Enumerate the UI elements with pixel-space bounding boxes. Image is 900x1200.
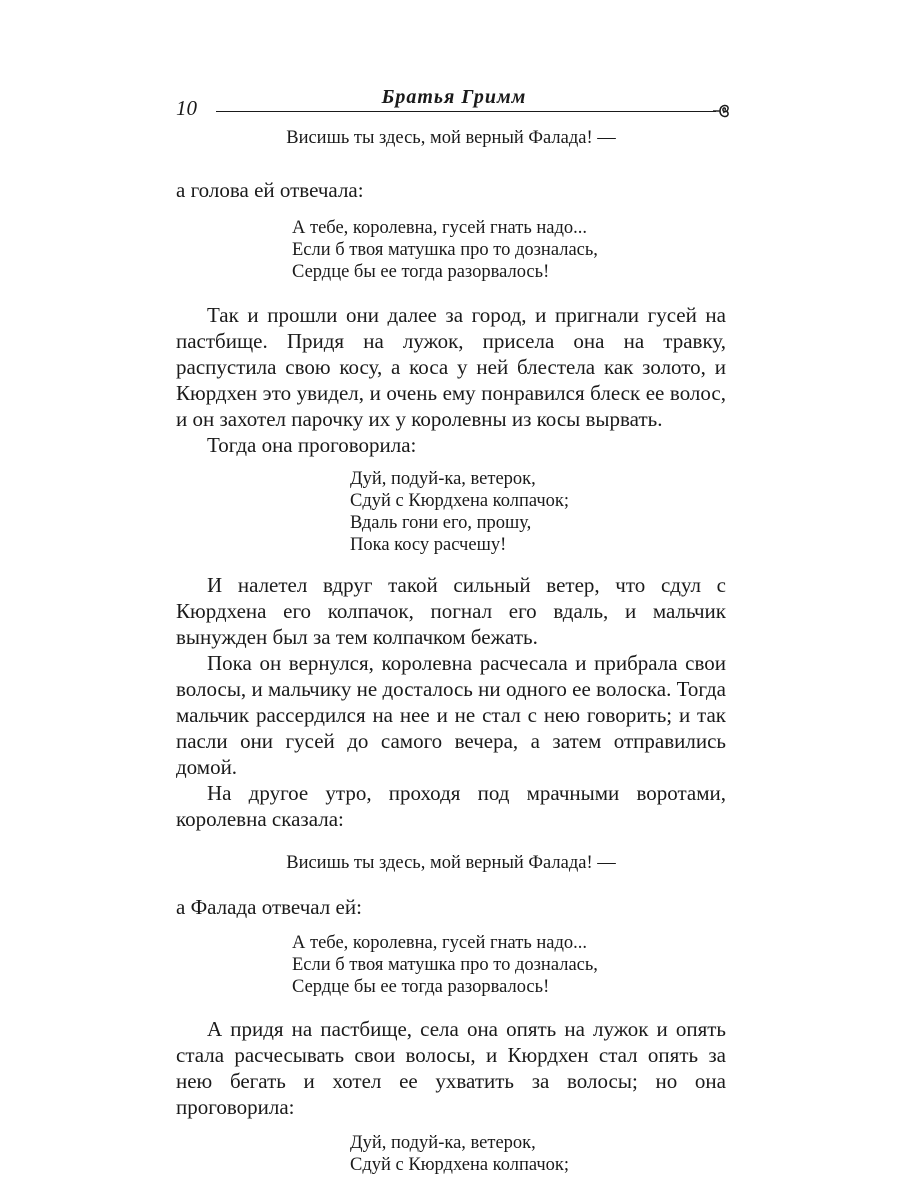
paragraph: Тогда она проговорила: [207, 433, 417, 457]
page-body [176, 127, 726, 1176]
paragraph: На другое утро, проходя под мрачными воротами, королевна сказала: [176, 781, 726, 831]
text-line: а голова ей отвечала: [176, 178, 364, 202]
verse-quote: Висишь ты здесь, мой верный Фалада! — [286, 853, 616, 873]
verse-line: Вдаль гони его, прошу, [350, 513, 532, 533]
verse-stanza [176, 1132, 726, 1176]
paragraph: А придя на пастбище, села она опять на лужок и опять стала расчесывать свои волосы, и Кюрдхен стал опять за нею бегать и хотел ее ухватить за волосы; но она проговорила: [176, 1017, 726, 1119]
verse-line: Если б твоя матушка про то дозналась, [292, 240, 598, 260]
verse-line: А тебе, королевна, гусей гнать надо... [292, 933, 588, 953]
header-rule [216, 111, 716, 112]
verse-line: Сдуй с Кюрдхена колпачок; [350, 1155, 570, 1175]
verse-line: Если б твоя матушка про то дозналась, [292, 955, 598, 975]
flourish-ornament-icon [712, 100, 732, 120]
verse-stanza [176, 932, 726, 998]
paragraph: Пока он вернулся, королевна расчесала и прибрала свои волосы, и мальчику не досталось ни одного ее волоска. Тогда мальчик рассердился на нее и не стал с нею говорить; и так пасли они гусей до самого вечера, а затем отправились домой. [176, 651, 726, 779]
verse-line: Дуй, подуй-ка, ветерок, [350, 1133, 536, 1153]
paragraph: Так и прошли они далее за город, и пригнали гусей на пастбище. Придя на лужок, присела она на травку, распустила свою косу, а коса у ней блестела как золото, и Кюрдхен это увидел, и очень ему понравился блеск ее волос, и он захотел парочку их у королевны из косы вырвать. [176, 303, 726, 431]
page-number: 10 [176, 96, 197, 120]
verse-line: Сердце бы ее тогда разорвалось! [292, 977, 550, 997]
verse-line: Сдуй с Кюрдхена колпачок; [350, 491, 570, 511]
running-title: Братья Гримм [381, 86, 527, 108]
verse-quote: Висишь ты здесь, мой верный Фалада! — [286, 128, 616, 148]
verse-line: Сердце бы ее тогда разорвалось! [292, 262, 550, 282]
verse-stanza [176, 468, 726, 556]
verse-line: А тебе, королевна, гусей гнать надо... [292, 218, 588, 238]
paragraph: И налетел вдруг такой сильный ветер, что сдул с Кюрдхена его колпачок, погнал его вдаль, и мальчик вынужден был за тем колпачком бежать. [176, 573, 726, 649]
verse-line: Дуй, подуй-ка, ветерок, [350, 469, 536, 489]
verse-stanza [176, 217, 726, 283]
page-header [176, 86, 732, 126]
text-line: а Фалада отвечал ей: [176, 895, 362, 919]
verse-line: Пока косу расчешу! [350, 535, 507, 555]
